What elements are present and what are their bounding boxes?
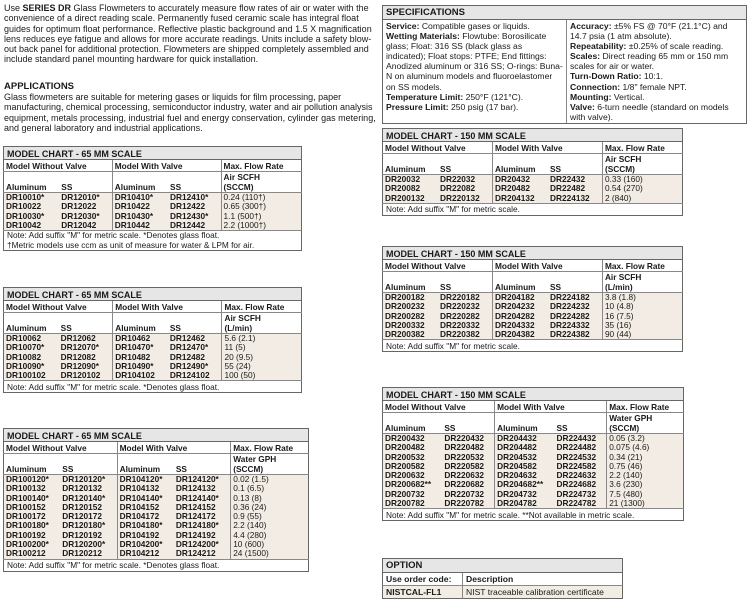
spec-value: ±0.25% of scale reading. (626, 41, 724, 52)
model-valve-ss: DR224432 (554, 434, 606, 444)
model-ss: DR120200* (60, 540, 117, 549)
model-valve-ss: DR124200* (174, 540, 231, 549)
model-valve-aluminum: DR10410* (112, 193, 168, 203)
model-aluminum: DR200632 (383, 471, 443, 480)
max-flow-rate: 0.65 (300†) (221, 202, 301, 211)
model-valve-aluminum: DR10482 (113, 353, 168, 362)
spec-label: Scales: (570, 51, 601, 62)
max-flow-rate: 0.05 (3.2) (607, 434, 684, 444)
col-aluminum: Aluminum (383, 413, 443, 434)
col-aluminum: Aluminum (4, 454, 61, 475)
model-valve-aluminum: DR10422 (112, 202, 168, 211)
group-without-valve: Model Without Valve (383, 260, 493, 272)
model-aluminum: DR200532 (383, 453, 443, 462)
model-valve-aluminum: DR104140* (117, 494, 174, 503)
max-flow-rate: 4.4 (280) (231, 531, 309, 540)
col-ss: SS (168, 313, 222, 334)
model-aluminum: DR10010* (4, 193, 60, 203)
max-flow-rate: 55 (24) (222, 362, 302, 371)
group-max-flow: Max. Flow Rate (602, 142, 682, 154)
spec-label: Accuracy: (570, 21, 612, 31)
col-ss: SS (438, 272, 492, 293)
model-valve-aluminum: DR104152 (117, 503, 174, 512)
option-table (382, 558, 623, 599)
model-valve-ss: DR124172 (174, 512, 231, 521)
max-flow-rate: 0.54 (270) (602, 184, 682, 193)
spec-item (386, 21, 563, 31)
col-ss: SS (548, 272, 602, 293)
max-flow-rate: 2.2 (1000†) (221, 221, 301, 231)
model-aluminum: DR20032 (383, 175, 439, 185)
model-ss: DR220332 (438, 321, 492, 330)
col-aluminum: Aluminum (112, 172, 168, 193)
group-with-valve: Model With Valve (492, 142, 602, 154)
group-without-valve: Model Without Valve (4, 301, 113, 313)
model-ss: DR220732 (442, 490, 494, 499)
col-ss: SS (168, 172, 221, 193)
model-ss: DR220282 (438, 312, 492, 321)
group-with-valve: Model With Valve (113, 301, 222, 313)
spec-item (570, 71, 743, 81)
max-flow-rate: 90 (44) (602, 330, 682, 340)
model-aluminum: DR10042 (4, 221, 60, 231)
table-row (4, 549, 309, 559)
group-with-valve: Model With Valve (112, 160, 221, 172)
model-ss: DR220232 (438, 302, 492, 311)
model-ss: DR120152 (60, 503, 117, 512)
spec-value: 10:1. (641, 71, 663, 82)
model-valve-aluminum: DR204282 (492, 312, 548, 321)
model-ss: DR12062 (59, 334, 113, 344)
group-with-valve: Model With Valve (495, 401, 607, 413)
model-valve-ss: DR224282 (548, 312, 602, 321)
spec-label: Mounting: (570, 91, 612, 102)
group-without-valve: Model Without Valve (4, 442, 118, 454)
model-ss: DR12042 (59, 221, 112, 231)
model-aluminum: DR200182 (383, 293, 439, 303)
max-flow-rate: 0.75 (46) (607, 462, 684, 471)
chart-note: Note: Add suffix "M" for metric scale. *Denotes glass float. (4, 381, 302, 393)
model-valve-ss: DR12462 (168, 334, 222, 344)
model-valve-aluminum: DR10442 (112, 221, 168, 231)
model-valve-ss: DR224682 (554, 480, 606, 489)
max-flow-rate: 7.5 (480) (607, 490, 684, 499)
model-valve-aluminum: DR104132 (117, 484, 174, 493)
group-without-valve: Model Without Valve (383, 401, 495, 413)
spec-label: Wetting Materials: (386, 31, 460, 42)
model-ss: DR12030* (59, 212, 112, 221)
model-ss: DR120172 (60, 512, 117, 521)
model-ss: DR220782 (442, 499, 494, 509)
col-aluminum: Aluminum (495, 413, 555, 434)
col-flow-unit: Air SCFH (SCCM) (221, 172, 301, 193)
col-ss: SS (548, 154, 602, 175)
max-flow-rate: 100 (50) (222, 371, 302, 381)
max-flow-rate: 16 (7.5) (602, 312, 682, 321)
col-aluminum: Aluminum (4, 172, 60, 193)
model-ss: DR120140* (60, 494, 117, 503)
spec-item (386, 92, 563, 102)
max-flow-rate: 0.34 (21) (607, 453, 684, 462)
col-flow-unit: Air SCFH (L/min) (602, 272, 682, 293)
col-ss: SS (59, 172, 112, 193)
model-ss: DR120180* (60, 521, 117, 530)
max-flow-rate: 10 (4.8) (602, 302, 682, 311)
model-aluminum: DR10082 (4, 353, 59, 362)
model-aluminum: DR200782 (383, 499, 443, 509)
model-ss: DR220132 (438, 194, 492, 204)
model-valve-aluminum: DR204182 (492, 293, 548, 303)
table-row (4, 343, 302, 352)
model-valve-aluminum: DR104102 (113, 371, 168, 381)
max-flow-rate: 20 (9.5) (222, 353, 302, 362)
spec-label: Pressure Limit: (386, 101, 449, 112)
model-ss: DR120192 (60, 531, 117, 540)
max-flow-rate: 0.13 (8) (231, 494, 309, 503)
model-valve-ss: DR224582 (554, 462, 606, 471)
table-row (383, 194, 683, 204)
model-aluminum: DR10022 (4, 202, 60, 211)
col-aluminum: Aluminum (492, 154, 548, 175)
model-aluminum: DR200732 (383, 490, 443, 499)
model-aluminum: DR200432 (383, 434, 443, 444)
model-valve-ss: DR224532 (554, 453, 606, 462)
model-valve-ss: DR124192 (174, 531, 231, 540)
model-valve-ss: DR224632 (554, 471, 606, 480)
max-flow-rate: 5.6 (2.1) (222, 334, 302, 344)
col-ss: SS (442, 413, 494, 434)
spec-label: Repeatability: (570, 41, 627, 52)
model-aluminum: DR100200* (4, 540, 61, 549)
chart-title: MODEL CHART - 150 MM SCALE (383, 388, 684, 401)
col-ss: SS (174, 454, 231, 475)
spec-item (570, 82, 743, 92)
model-valve-ss: DR124180* (174, 521, 231, 530)
col-aluminum: Aluminum (113, 313, 168, 334)
model-ss: DR12022 (59, 202, 112, 211)
model-valve-aluminum: DR204232 (492, 302, 548, 311)
spec-value: 250 psig (17 bar). (448, 101, 519, 112)
spec-label: Service: (386, 21, 420, 31)
spec-item (570, 102, 743, 122)
chart-title: MODEL CHART - 150 MM SCALE (383, 129, 683, 142)
model-valve-aluminum: DR10470* (113, 343, 168, 352)
model-valve-ss: DR224132 (548, 194, 602, 204)
specifications-box (382, 5, 747, 124)
max-flow-rate: 0.24 (110†) (221, 193, 301, 203)
model-valve-ss: DR124152 (174, 503, 231, 512)
spec-label: Connection: (570, 81, 621, 92)
group-max-flow: Max. Flow Rate (231, 442, 309, 454)
model-valve-aluminum: DR20432 (492, 175, 548, 185)
model-valve-aluminum: DR10490* (113, 362, 168, 371)
max-flow-rate: 2 (840) (602, 194, 682, 204)
col-flow-unit: Air SCFH (L/min) (222, 313, 302, 334)
table-row (383, 499, 684, 509)
model-aluminum: DR100140* (4, 494, 61, 503)
model-valve-aluminum: DR104200* (117, 540, 174, 549)
model-valve-ss: DR12422 (168, 202, 221, 211)
chart-note: Note: Add suffix "M" for metric scale. **Not available in metric scale. (383, 509, 684, 521)
chart-title: MODEL CHART - 150 MM SCALE (383, 247, 683, 260)
spec-value: Flowtube: Borosilicate glass; Float: 316 SS (black glass as indicated); Float stops: PTFE; End fittings: Anodized aluminum or 316 SS; O-rings: Buna-N on aluminum models and fluoroelastomer on SS models. (386, 31, 563, 92)
model-ss: DR220382 (438, 330, 492, 340)
model-valve-aluminum: DR204332 (492, 321, 548, 330)
model-chart-150mm-air-sccm (382, 128, 683, 216)
spec-value: 6-turn needle (standard on models with valve). (570, 101, 729, 122)
chart-note: Note: Add suffix "M" for metric scale. *Denotes glass float. †Metric models use ccm as unit of measure for water & LPM for air. (4, 231, 302, 251)
model-aluminum: DR100172 (4, 512, 61, 521)
model-aluminum: DR100192 (4, 531, 61, 540)
model-valve-aluminum: DR204382 (492, 330, 548, 340)
spec-item (570, 92, 743, 102)
applications-text: Glass flowmeters are suitable for metering gases or liquids for film processing, paper manufacturing, chemical processing, semiconductor industry, water and air pollution analysis equipment, metals processing, industrial fuel and energy conservation, cylinder gas metering, and general laboratory and industrial applications. (4, 92, 376, 133)
col-aluminum: Aluminum (4, 313, 59, 334)
model-ss: DR220682 (442, 480, 494, 489)
model-ss: DR220532 (442, 453, 494, 462)
model-ss: DR22082 (438, 184, 492, 193)
model-valve-ss: DR124140* (174, 494, 231, 503)
col-aluminum: Aluminum (383, 272, 439, 293)
col-flow-unit: Water GPH (SCCM) (231, 454, 309, 475)
spec-item (386, 31, 563, 92)
max-flow-rate: 10 (600) (231, 540, 309, 549)
model-valve-ss: DR22482 (548, 184, 602, 193)
max-flow-rate: 11 (5) (222, 343, 302, 352)
chart-title: MODEL CHART - 65 MM SCALE (4, 288, 302, 301)
model-valve-ss: DR12410* (168, 193, 221, 203)
group-with-valve: Model With Valve (117, 442, 231, 454)
model-aluminum: DR200682** (383, 480, 443, 489)
col-ss: SS (60, 454, 117, 475)
model-valve-ss: DR224782 (554, 499, 606, 509)
model-valve-ss: DR224482 (554, 443, 606, 452)
chart-title: MODEL CHART - 65 MM SCALE (4, 429, 309, 442)
model-ss: DR220632 (442, 471, 494, 480)
model-valve-ss: DR224232 (548, 302, 602, 311)
specifications-left-column (383, 20, 567, 123)
model-valve-ss: DR22432 (548, 175, 602, 185)
max-flow-rate: 21 (1300) (607, 499, 684, 509)
specifications-title: SPECIFICATIONS (383, 6, 746, 20)
model-valve-ss: DR124212 (174, 549, 231, 559)
model-ss: DR220182 (438, 293, 492, 303)
model-aluminum: DR200132 (383, 194, 439, 204)
max-flow-rate: 24 (1500) (231, 549, 309, 559)
table-row (383, 330, 683, 340)
max-flow-rate: 0.02 (1.5) (231, 475, 309, 485)
model-ss: DR220432 (442, 434, 494, 444)
model-chart-65mm-water-gph (3, 428, 309, 572)
chart-note: Note: Add suffix "M" for metric scale. *Denotes glass float. (4, 559, 309, 571)
model-aluminum: DR20082 (383, 184, 439, 193)
col-ss: SS (59, 313, 113, 334)
model-valve-aluminum: DR204732 (495, 490, 555, 499)
model-valve-ss: DR12470* (168, 343, 222, 352)
model-valve-ss: DR12482 (168, 353, 222, 362)
col-flow-unit: Air SCFH (SCCM) (602, 154, 682, 175)
table-row (4, 371, 302, 381)
model-valve-aluminum: DR104120* (117, 475, 174, 485)
model-valve-aluminum: DR204682** (495, 480, 555, 489)
model-valve-aluminum: DR204132 (492, 194, 548, 204)
model-aluminum: DR100102 (4, 371, 59, 381)
spec-value: Vertical. (611, 91, 645, 102)
max-flow-rate: 2.2 (140) (607, 471, 684, 480)
model-aluminum: DR10090* (4, 362, 59, 371)
model-aluminum: DR200482 (383, 443, 443, 452)
model-valve-aluminum: DR104212 (117, 549, 174, 559)
model-valve-ss: DR124102 (168, 371, 222, 381)
option-code-header: Use order code: (383, 573, 463, 586)
model-aluminum: DR200582 (383, 462, 443, 471)
intro-paragraph (4, 3, 376, 65)
model-valve-aluminum: DR204482 (495, 443, 555, 452)
model-aluminum: DR10062 (4, 334, 59, 344)
spec-item (386, 102, 563, 112)
model-ss: DR220582 (442, 462, 494, 471)
model-valve-aluminum: DR204532 (495, 453, 555, 462)
max-flow-rate: 3.6 (230) (607, 480, 684, 489)
spec-value: ±5% FS @ 70°F (21.1°C) and 14.7 psia (1 atm absolute). (570, 21, 728, 42)
model-chart-150mm-water-gph (382, 387, 684, 521)
model-ss: DR22032 (438, 175, 492, 185)
spec-value: Direct reading 65 mm or 150 mm scales for air or water. (570, 51, 729, 72)
model-aluminum: DR200332 (383, 321, 439, 330)
option-code: NISTCAL-FL1 (383, 586, 463, 599)
model-valve-ss: DR12490* (168, 362, 222, 371)
max-flow-rate: 0.33 (160) (602, 175, 682, 185)
model-valve-ss: DR124120* (174, 475, 231, 485)
model-ss: DR12010* (59, 193, 112, 203)
group-without-valve: Model Without Valve (4, 160, 113, 172)
chart-note: Note: Add suffix "M" for metric scale. (383, 203, 683, 215)
group-max-flow: Max. Flow Rate (602, 260, 682, 272)
model-ss: DR120212 (60, 549, 117, 559)
model-valve-aluminum: DR20482 (492, 184, 548, 193)
max-flow-rate: 0.075 (4.6) (607, 443, 684, 452)
spec-item (570, 51, 743, 71)
spec-value: Compatible gases or liquids. (419, 21, 530, 31)
model-valve-ss: DR224382 (548, 330, 602, 340)
intro-lead: Use (4, 3, 23, 13)
spec-item (570, 41, 743, 51)
model-valve-ss: DR224182 (548, 293, 602, 303)
model-aluminum: DR10070* (4, 343, 59, 352)
model-valve-ss: DR224732 (554, 490, 606, 499)
group-max-flow: Max. Flow Rate (607, 401, 684, 413)
model-valve-aluminum: DR104192 (117, 531, 174, 540)
max-flow-rate: 0.36 (24) (231, 503, 309, 512)
model-ss: DR120120* (60, 475, 117, 485)
col-aluminum: Aluminum (117, 454, 174, 475)
model-aluminum: DR10030* (4, 212, 60, 221)
max-flow-rate: 0.9 (55) (231, 512, 309, 521)
model-ss: DR220482 (442, 443, 494, 452)
spec-item (570, 21, 743, 41)
model-chart-65mm-air-lmin (3, 287, 302, 393)
model-valve-ss: DR224332 (548, 321, 602, 330)
col-flow-unit: Water GPH (SCCM) (607, 413, 684, 434)
max-flow-rate: 35 (16) (602, 321, 682, 330)
group-without-valve: Model Without Valve (383, 142, 493, 154)
col-aluminum: Aluminum (492, 272, 548, 293)
model-ss: DR12090* (59, 362, 113, 371)
model-aluminum: DR100152 (4, 503, 61, 512)
spec-value: 1/8" female NPT. (620, 81, 687, 92)
col-ss: SS (438, 154, 492, 175)
model-aluminum: DR200232 (383, 302, 439, 311)
model-valve-aluminum: DR204582 (495, 462, 555, 471)
spec-label: Temperature Limit: (386, 91, 464, 102)
col-aluminum: Aluminum (383, 154, 439, 175)
spec-label: Valve: (570, 101, 595, 112)
model-valve-aluminum: DR104180* (117, 521, 174, 530)
series-name: SERIES DR (22, 3, 72, 13)
model-ss: DR12082 (59, 353, 113, 362)
chart-note: Note: Add suffix "M" for metric scale. (383, 340, 683, 352)
option-description: NIST traceable calibration certificate (462, 586, 622, 599)
model-valve-aluminum: DR204782 (495, 499, 555, 509)
model-valve-aluminum: DR104172 (117, 512, 174, 521)
model-ss: DR120132 (60, 484, 117, 493)
option-description-header: Description (462, 573, 622, 586)
max-flow-rate: 3.8 (1.8) (602, 293, 682, 303)
group-max-flow: Max. Flow Rate (222, 301, 302, 313)
model-ss: DR12070* (59, 343, 113, 352)
model-aluminum: DR100132 (4, 484, 61, 493)
model-chart-150mm-air-lmin (382, 246, 683, 352)
model-aluminum: DR100120* (4, 475, 61, 485)
specifications-right-column (567, 20, 746, 123)
col-ss: SS (554, 413, 606, 434)
model-chart-65mm-air-sccm (3, 146, 302, 251)
max-flow-rate: 0.1 (6.5) (231, 484, 309, 493)
model-aluminum: DR200382 (383, 330, 439, 340)
max-flow-rate: 2.2 (140) (231, 521, 309, 530)
model-aluminum: DR100212 (4, 549, 61, 559)
group-with-valve: Model With Valve (492, 260, 602, 272)
model-ss: DR120102 (59, 371, 113, 381)
model-aluminum: DR200282 (383, 312, 439, 321)
spec-label: Turn-Down Ratio: (570, 71, 642, 82)
max-flow-rate: 1.1 (500†) (221, 212, 301, 221)
model-valve-aluminum: DR10462 (113, 334, 168, 344)
intro-text: Glass Flowmeters to accurately measure flow rates of air or water with the convenience of a direct reading scale. Permanently fused ceramic scale has integral float guides for optimum float performance. Reflective plastic background and 1.5 X magnification lens reduces eye fatigue and allows for more accurate readings. Units include a safety blow-out back panel for additional protection. Flowmeters are shipped completely assembled and include standard panel mounting hardware for quick installation. (4, 3, 372, 65)
option-title: OPTION (383, 559, 623, 573)
spec-value: 250°F (121°C). (463, 91, 524, 102)
model-aluminum: DR100180* (4, 521, 61, 530)
model-valve-ss: DR12430* (168, 212, 221, 221)
group-max-flow: Max. Flow Rate (221, 160, 301, 172)
model-valve-aluminum: DR204432 (495, 434, 555, 444)
chart-title: MODEL CHART - 65 MM SCALE (4, 147, 302, 160)
model-valve-ss: DR124132 (174, 484, 231, 493)
applications-heading: APPLICATIONS (4, 81, 75, 92)
model-valve-ss: DR12442 (168, 221, 221, 231)
model-valve-aluminum: DR204632 (495, 471, 555, 480)
model-valve-aluminum: DR10430* (112, 212, 168, 221)
